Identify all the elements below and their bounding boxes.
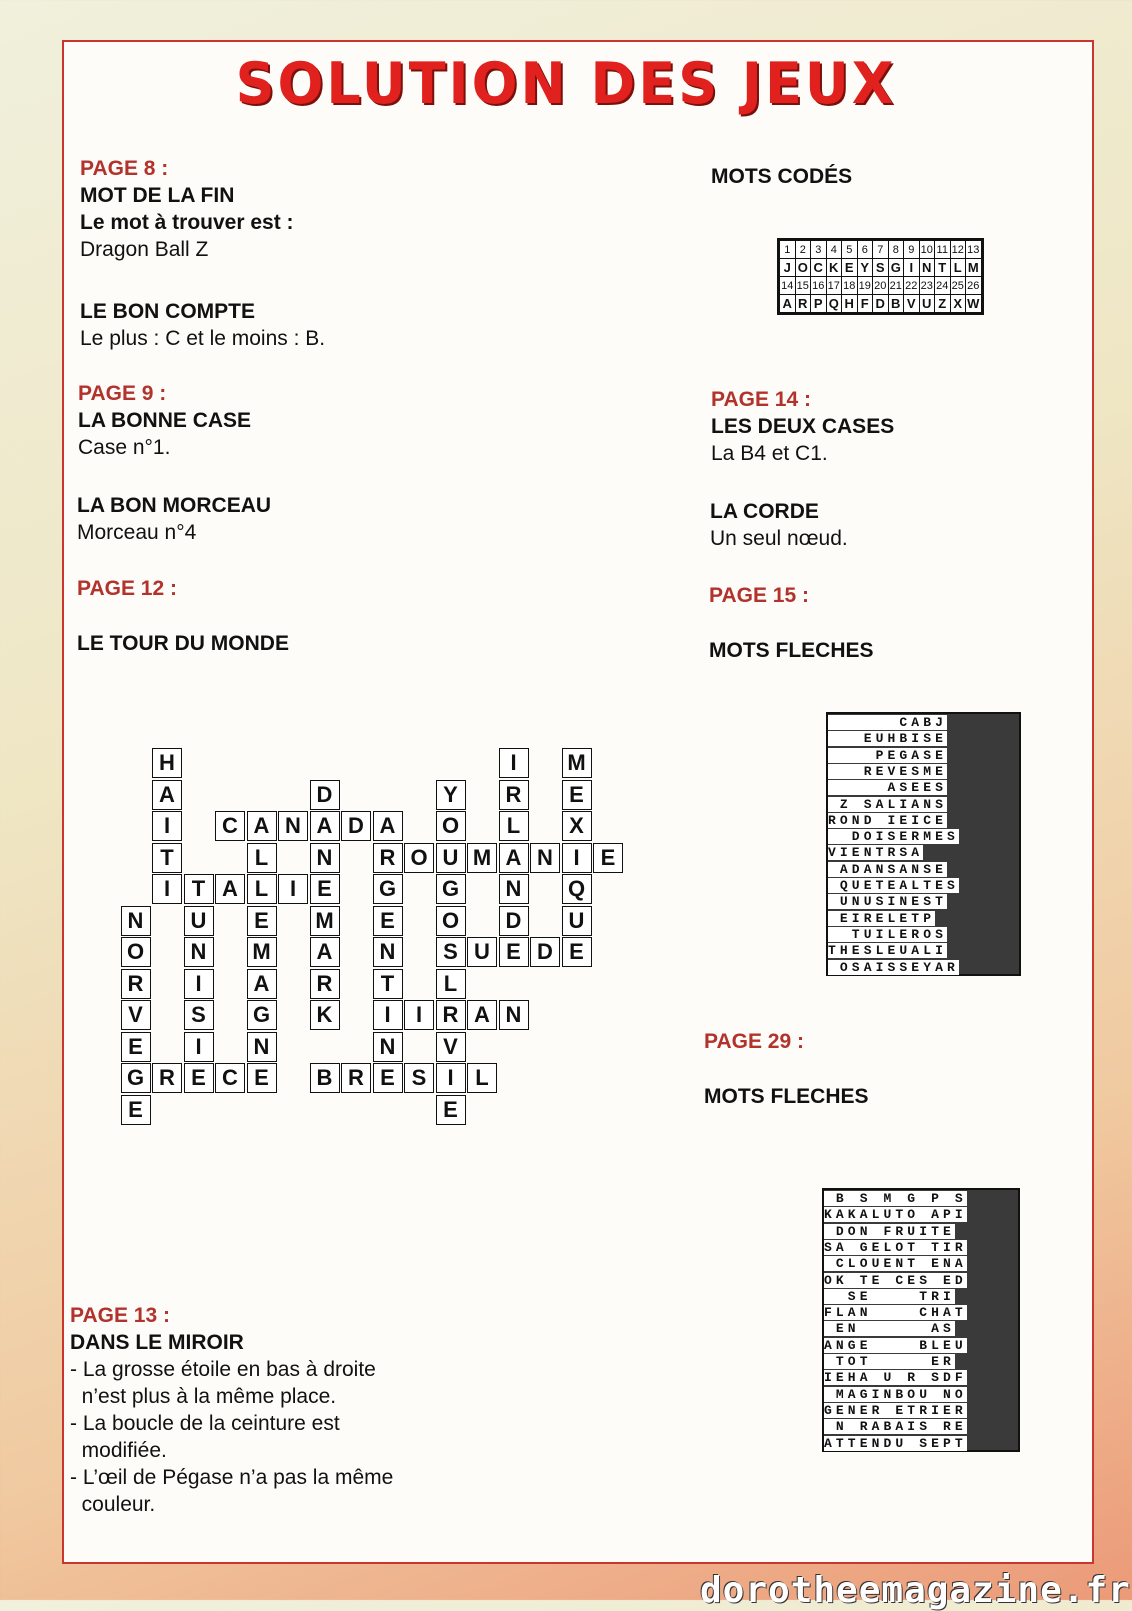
code-cell: J: [780, 259, 796, 277]
code-cell: 19: [857, 277, 873, 295]
bonne-case-heading: LA BONNE CASE: [78, 409, 252, 432]
mots-fleches-row: ROND IEICE: [828, 812, 948, 828]
page-29-label: PAGE 29 :: [704, 1030, 804, 1053]
crossword-cell: R: [152, 1063, 182, 1093]
mots-fleches-row: EUHBISE: [828, 731, 948, 747]
code-cell: F: [857, 295, 873, 313]
code-cell: 14: [780, 277, 796, 295]
crossword-cell: E: [247, 906, 277, 936]
crossword-cell: M: [562, 748, 592, 778]
crossword-cell: A: [247, 811, 277, 841]
code-cell: Y: [857, 259, 873, 277]
crossword-cell: E: [310, 874, 340, 904]
mots-fleches-row: SE TRI: [824, 1288, 955, 1304]
mots-fleches-15-heading: MOTS FLECHES: [709, 639, 874, 662]
code-cell: 12: [950, 241, 966, 259]
code-cell: N: [919, 259, 935, 277]
crossword-cell: I: [184, 969, 214, 999]
page-15-label: PAGE 15 :: [709, 584, 809, 607]
mots-fleches-row: CABJ: [828, 715, 948, 730]
crossword-cell: A: [467, 1000, 497, 1030]
crossword-cell: G: [373, 874, 403, 904]
crossword-cell: N: [373, 1032, 403, 1062]
mots-fleches-15-grid: [826, 712, 1021, 976]
mots-fleches-row: MAGINBOU NO: [824, 1386, 967, 1402]
mots-fleches-row: OK TE CES ED: [824, 1272, 967, 1288]
code-cell: 23: [919, 277, 935, 295]
crossword-cell: I: [152, 874, 182, 904]
dans-le-miroir-heading: DANS LE MIROIR: [70, 1331, 244, 1354]
crossword-cell: L: [247, 874, 277, 904]
crossword-cell: N: [530, 843, 560, 873]
crossword-cell: I: [562, 843, 592, 873]
bon-compte-heading: LE BON COMPTE: [80, 300, 256, 323]
mots-fleches-29-heading: MOTS FLECHES: [704, 1085, 869, 1108]
crossword-cell: E: [373, 906, 403, 936]
crossword-cell: E: [121, 1095, 151, 1125]
crossword-cell: E: [593, 843, 623, 873]
miroir-line-5: - L’œil de Pégase n’a pas la même: [70, 1466, 394, 1489]
crossword-cell: N: [310, 843, 340, 873]
crossword-cell: E: [499, 937, 529, 967]
code-cell: 6: [857, 241, 873, 259]
crossword-cell: I: [278, 874, 308, 904]
page-13-label: PAGE 13 :: [70, 1304, 170, 1327]
crossword-cell: V: [436, 1032, 466, 1062]
mots-fleches-row: REVESME: [828, 763, 948, 779]
crossword-cell: R: [341, 1063, 371, 1093]
crossword-cell: A: [499, 843, 529, 873]
miroir-line-3: - La boucle de la ceinture est: [70, 1412, 340, 1435]
code-cell: 24: [935, 277, 951, 295]
mots-fleches-row: KAKALUTO API: [824, 1207, 967, 1223]
code-cell: H: [842, 295, 858, 313]
crossword-cell: T: [373, 969, 403, 999]
crossword-cell: U: [436, 843, 466, 873]
mots-fleches-row: B S M G P S: [824, 1191, 967, 1206]
code-cell: U: [919, 295, 935, 313]
crossword-cell: M: [247, 937, 277, 967]
crossword-cell: R: [436, 1000, 466, 1030]
code-cell: B: [888, 295, 904, 313]
crossword-cell: A: [247, 969, 277, 999]
mots-fleches-29-grid: [822, 1188, 1020, 1452]
code-cell: M: [966, 259, 982, 277]
crossword-cell: R: [121, 969, 151, 999]
mots-fleches-row: DON FRUITE: [824, 1223, 955, 1239]
code-cell: 16: [811, 277, 827, 295]
crossword-cell: E: [247, 1063, 277, 1093]
crossword-cell: N: [278, 811, 308, 841]
crossword-cell: G: [436, 874, 466, 904]
code-cell: 26: [966, 277, 982, 295]
crossword-cell: C: [215, 1063, 245, 1093]
corde-heading: LA CORDE: [710, 500, 819, 523]
code-cell: A: [780, 295, 796, 313]
code-cell: 5: [842, 241, 858, 259]
mots-fleches-row: GENER ETRIER: [824, 1402, 967, 1418]
crossword-cell: E: [436, 1095, 466, 1125]
mots-fleches-row: N RABAIS RE: [824, 1419, 967, 1435]
crossword-cell: N: [499, 874, 529, 904]
mots-fleches-row: PEGASE: [828, 747, 948, 763]
crossword-cell: I: [152, 811, 182, 841]
crossword-cell: E: [373, 1063, 403, 1093]
page-9-label: PAGE 9 :: [78, 382, 167, 405]
crossword-cell: I: [184, 1032, 214, 1062]
crossword-cell: L: [436, 969, 466, 999]
crossword-cell: N: [184, 937, 214, 967]
mots-fleches-row: THESLEUALI: [828, 943, 948, 959]
mots-fleches-row: FLAN CHAT: [824, 1305, 967, 1321]
crossword-cell: A: [152, 780, 182, 810]
crossword-cell: R: [499, 780, 529, 810]
mots-fleches-row: TOT ER: [824, 1354, 955, 1369]
code-cell: T: [935, 259, 951, 277]
code-cell: 13: [966, 241, 982, 259]
deux-cases-answer: La B4 et C1.: [711, 442, 828, 465]
crossword-cell: T: [184, 874, 214, 904]
crossword-cell: L: [247, 843, 277, 873]
crossword-cell: R: [310, 969, 340, 999]
code-cell: 2: [795, 241, 811, 259]
code-cell: K: [826, 259, 842, 277]
mots-fleches-row: TUILEROS: [828, 926, 948, 942]
mots-fleches-row: UNUSINEST: [828, 894, 948, 910]
crossword-cell: Q: [562, 874, 592, 904]
deux-cases-heading: LES DEUX CASES: [711, 415, 895, 438]
crossword-cell: O: [404, 843, 434, 873]
bon-compte-answer: Le plus : C et le moins : B.: [80, 327, 326, 350]
mots-fleches-row: ADANSANSE: [828, 861, 948, 877]
code-cell: Q: [826, 295, 842, 313]
mots-fleches-row: Z SALIANS: [828, 796, 948, 812]
crossword-cell: A: [215, 874, 245, 904]
miroir-line-1: - La grosse étoile en bas à droite: [70, 1358, 376, 1381]
crossword-cell: H: [152, 748, 182, 778]
crossword-cell: O: [121, 937, 151, 967]
crossword-cell: N: [121, 906, 151, 936]
code-cell: Z: [935, 295, 951, 313]
crossword-cell: A: [373, 811, 403, 841]
code-cell: W: [967, 296, 980, 311]
crossword-cell: E: [184, 1063, 214, 1093]
page-14-label: PAGE 14 :: [711, 388, 811, 411]
mots-fleches-row: SA GELOT TIR: [824, 1239, 967, 1255]
crossword-cell: G: [121, 1063, 151, 1093]
crossword-cell: T: [152, 843, 182, 873]
crossword-cell: E: [562, 780, 592, 810]
section-mots-codes: [711, 163, 852, 190]
mots-fleches-row: ASEES: [828, 780, 948, 796]
code-cell: 25: [950, 277, 966, 295]
code-cell: 8: [888, 241, 904, 259]
corde-answer: Un seul nœud.: [710, 527, 848, 550]
mots-fleches-row: CLOUENT ENA: [824, 1256, 967, 1272]
crossword-cell: I: [499, 748, 529, 778]
mots-fleches-row: IEHA U R SDF: [824, 1370, 967, 1386]
section-page-13: [70, 1302, 393, 1518]
section-page-14: [711, 386, 894, 467]
mots-codes-grid: [777, 238, 984, 315]
code-cell: 1: [780, 241, 796, 259]
crossword-cell: L: [467, 1063, 497, 1093]
mots-fleches-row: VIENTRSA: [828, 845, 924, 861]
crossword-cell: Y: [436, 780, 466, 810]
section-corde: [710, 498, 848, 552]
mots-fleches-row: ANGE BLEU: [824, 1337, 967, 1353]
page-12-label: PAGE 12 :: [77, 577, 177, 600]
code-cell: P: [811, 295, 827, 313]
crossword-cell: N: [499, 1000, 529, 1030]
crossword-cell: D: [341, 811, 371, 841]
code-cell: R: [795, 295, 811, 313]
crossword-cell: D: [310, 780, 340, 810]
code-cell: E: [842, 259, 858, 277]
code-cell: 15: [795, 277, 811, 295]
crossword-cell: O: [436, 906, 466, 936]
code-cell: 17: [826, 277, 842, 295]
crossword-cell: I: [436, 1063, 466, 1093]
crossword-cell: O: [436, 811, 466, 841]
code-cell: 22: [904, 277, 920, 295]
crossword-cell: L: [499, 811, 529, 841]
crossword-cell: U: [562, 906, 592, 936]
crossword-cell: N: [247, 1032, 277, 1062]
code-cell: X: [950, 295, 966, 313]
crossword-cell: S: [404, 1063, 434, 1093]
code-cell: G: [888, 259, 904, 277]
crossword-cell: U: [467, 937, 497, 967]
crossword-cell: X: [562, 811, 592, 841]
mot-de-la-fin-heading: MOT DE LA FIN: [80, 184, 235, 207]
mots-fleches-row: DOISERMES: [828, 829, 959, 845]
miroir-line-6: couleur.: [70, 1493, 156, 1516]
mots-fleches-row: OSAISSEYAR: [828, 959, 959, 975]
code-cell: V: [904, 295, 920, 313]
crossword-cell: N: [373, 937, 403, 967]
code-cell: 4: [826, 241, 842, 259]
crossword-cell: R: [373, 843, 403, 873]
code-cell: 10: [919, 241, 935, 259]
code-cell: I: [904, 259, 920, 277]
code-cell: 20: [873, 277, 889, 295]
mots-fleches-row: QUETEALTES: [828, 878, 959, 893]
bonne-case-answer: Case n°1.: [78, 436, 171, 459]
crossword-cell: I: [404, 1000, 434, 1030]
crossword-cell: S: [184, 1000, 214, 1030]
code-cell: 11: [935, 241, 951, 259]
code-cell: C: [811, 259, 827, 277]
section-page-29: [704, 1028, 869, 1110]
code-cell: 21: [888, 277, 904, 295]
mots-fleches-row: EIRELETP: [828, 910, 936, 926]
crossword-cell: K: [310, 1000, 340, 1030]
crossword-cell: E: [562, 937, 592, 967]
bon-morceau-heading: LA BON MORCEAU: [77, 494, 272, 517]
miroir-line-2: n’est plus à la même place.: [70, 1385, 337, 1408]
crossword-cell: I: [373, 1000, 403, 1030]
crossword-cell: U: [184, 906, 214, 936]
page-8-label: PAGE 8 :: [80, 157, 169, 180]
mots-fleches-row: EN AS: [824, 1321, 955, 1337]
crossword-cell: A: [310, 811, 340, 841]
code-cell: D: [873, 295, 889, 313]
crossword-cell: D: [530, 937, 560, 967]
code-cell: 3: [811, 241, 827, 259]
crossword-cell: B: [310, 1063, 340, 1093]
crossword-cell: V: [121, 1000, 151, 1030]
crossword-cell: A: [310, 937, 340, 967]
crossword-cell: G: [247, 1000, 277, 1030]
mots-fleches-row: ATTENDU SEPT: [824, 1435, 967, 1451]
code-cell: 7: [873, 241, 889, 259]
crossword-cell: M: [467, 843, 497, 873]
mot-a-trouver-heading: Le mot à trouver est :: [80, 211, 294, 234]
page-title: SOLUTION DES JEUX: [235, 50, 897, 117]
crossword-cell: S: [436, 937, 466, 967]
bon-morceau-answer: Morceau n°4: [77, 521, 197, 544]
mot-a-trouver-answer: Dragon Ball Z: [80, 238, 209, 261]
code-cell: 18: [842, 277, 858, 295]
code-cell: O: [795, 259, 811, 277]
code-cell: 9: [904, 241, 920, 259]
mots-codes-heading: MOTS CODÉS: [711, 165, 853, 188]
code-cell: L: [950, 259, 966, 277]
tour-du-monde-heading: LE TOUR DU MONDE: [77, 632, 289, 655]
section-page-15: [709, 582, 874, 664]
crossword-cell: E: [121, 1032, 151, 1062]
code-cell: S: [873, 259, 889, 277]
crossword-cell: M: [310, 906, 340, 936]
miroir-line-4: modifiée.: [70, 1439, 167, 1462]
crossword-cell: D: [499, 906, 529, 936]
site-watermark: dorotheemagazine.fr: [700, 1570, 1131, 1611]
crossword-cell: C: [215, 811, 245, 841]
